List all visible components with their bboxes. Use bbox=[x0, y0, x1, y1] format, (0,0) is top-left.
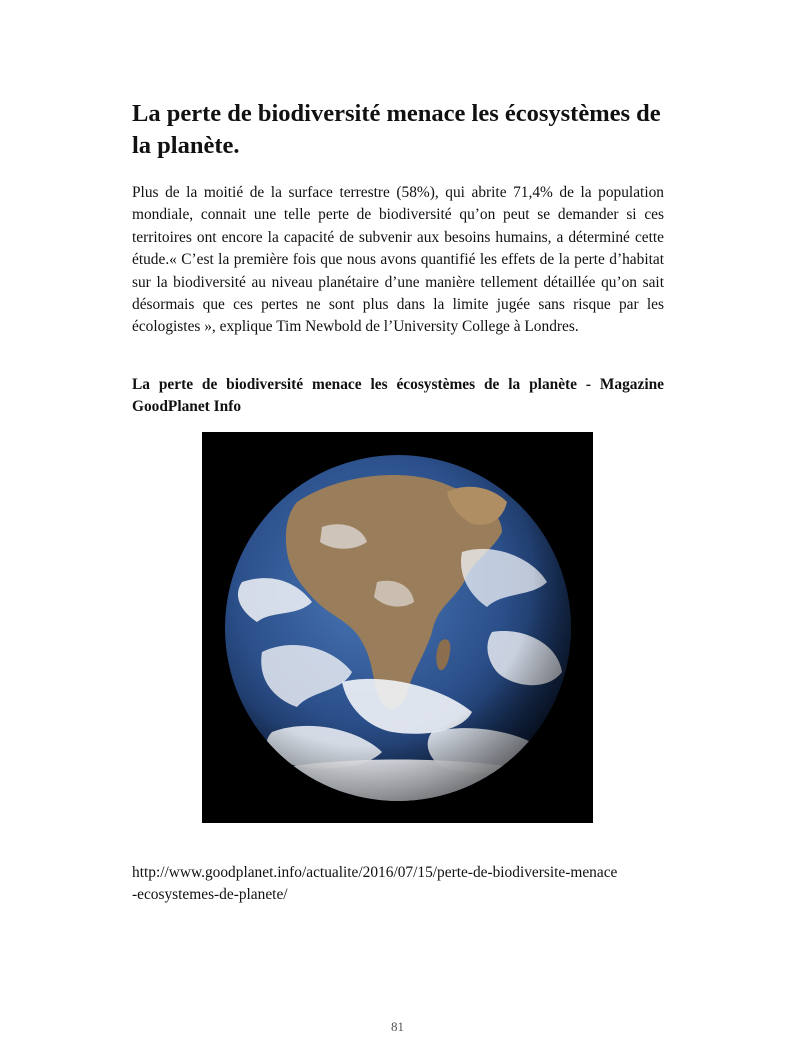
source-label: La perte de biodiversité menace les écosystèmes de la planète - Magazine GoodPlanet Info bbox=[132, 376, 664, 415]
page-number: 81 bbox=[391, 1019, 404, 1034]
earth-globe-illustration bbox=[202, 432, 593, 823]
earth-photo bbox=[202, 432, 593, 823]
source-url-line1[interactable]: http://www.goodplanet.info/actualite/2016/07/15/perte-de-biodiversite-menace bbox=[132, 864, 618, 881]
source-url[interactable] bbox=[132, 862, 672, 906]
page-title: La perte de biodiversité menace les écosystèmes de la planète. bbox=[132, 100, 661, 159]
globe-shading bbox=[225, 455, 571, 801]
article-paragraph: Plus de la moitié de la surface terrestre (58%), qui abrite 71,4% de la population mondiale, connait une telle perte de biodiversité qu’on peut se demander si ces territoires ont encore la capacité de subvenir aux besoins humains, a déterminé cette étude.« C’est la première fois que nous avons quantifié les effets de la perte d’habitat sur la biodiversité au niveau planétaire d’une manière tellement détaillée qu’on sait désormais que ces pertes ne sont plus dans la limite jugée sans risque par les écologistes », explique Tim Newbold de l’University College à Londres. bbox=[132, 184, 664, 336]
source-url-line2[interactable]: -ecosystemes-de-planete/ bbox=[132, 886, 288, 903]
